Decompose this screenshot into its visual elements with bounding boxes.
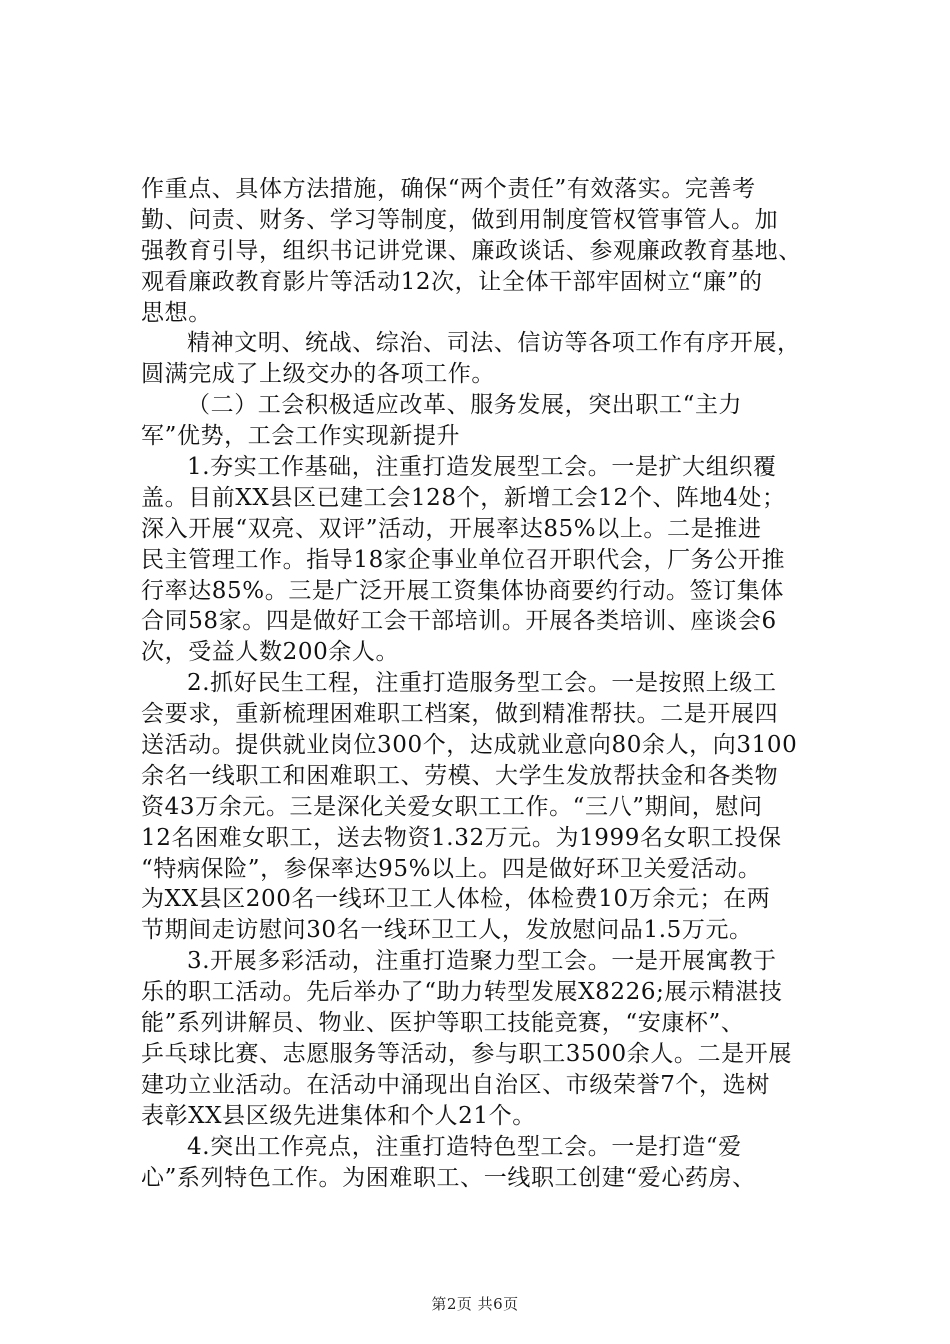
page-footer: 第2页 共6页 xyxy=(431,1295,519,1313)
text-line: 精神文明、统战、综治、司法、信访等各项工作有序开展， xyxy=(187,330,801,357)
text-line: 军”优势，工会工作实现新提升 xyxy=(141,423,461,450)
text-line: 4.突出工作亮点，注重打造特色型工会。一是打造“爱 xyxy=(187,1133,742,1160)
document-body xyxy=(141,174,831,1193)
text-line: 1.夯实工作基础，注重打造发展型工会。一是扩大组织覆 xyxy=(187,454,777,481)
text-line: 资43万余元。三是深化关爱女职工工作。“三八”期间，慰问 xyxy=(141,793,763,820)
text-line: 合同58家。四是做好工会干部培训。开展各类培训、座谈会6 xyxy=(141,608,777,635)
text-line: 会要求，重新梳理困难职工档案，做到精准帮扶。二是开展四 xyxy=(141,701,779,728)
text-line: （二）工会积极适应改革、服务发展，突出职工“主力 xyxy=(187,392,743,419)
text-line: 次，受益人数200余人。 xyxy=(141,639,400,666)
text-line: 深入开展“双亮、双评”活动，开展率达85%以上。二是推进 xyxy=(141,515,762,542)
text-line: 勤、问责、财务、学习等制度，做到用制度管权管事管人。加 xyxy=(141,206,779,233)
text-line: 节期间走访慰问30名一线环卫工人，发放慰问品1.5万元。 xyxy=(141,917,753,944)
text-line: 乒乓球比赛、志愿服务等活动，参与职工3500余人。二是开展 xyxy=(141,1040,792,1067)
text-line: 为XX县区200名一线环卫工人体检，体检费10万余元；在两 xyxy=(141,886,771,913)
text-line: 思想。 xyxy=(141,299,212,326)
text-line: 2.抓好民生工程，注重打造服务型工会。一是按照上级工 xyxy=(187,670,777,697)
text-line: 盖。目前XX县区已建工会128个，新增工会12个、阵地4处； xyxy=(141,484,786,511)
text-line: 余名一线职工和困难职工、劳模、大学生发放帮扶金和各类物 xyxy=(141,762,779,789)
text-line: 作重点、具体方法措施，确保“两个责任”有效落实。完善考 xyxy=(141,176,756,202)
text-line: 3.开展多彩活动，注重打造聚力型工会。一是开展寓教于 xyxy=(187,948,777,975)
text-line: 12名困难女职工，送去物资1.32万元。为1999名女职工投保 xyxy=(141,824,782,851)
text-line: 表彰XX县区级先进集体和个人21个。 xyxy=(141,1102,536,1129)
text-line: 强教育引导，组织书记讲党课、廉政谈话、参观廉政教育基地、 xyxy=(141,237,802,264)
text-line: 圆满完成了上级交办的各项工作。 xyxy=(141,361,495,388)
text-line: 观看廉政教育影片等活动12次，让全体干部牢固树立“廉”的 xyxy=(141,268,763,295)
text-line: 乐的职工活动。先后举办了“助力转型发展X8226;展示精湛技 xyxy=(141,979,783,1006)
text-line: 建功立业活动。在活动中涌现出自治区、市级荣誉7个，选树 xyxy=(141,1071,770,1098)
text-line: “特病保险”，参保率达95%以上。四是做好环卫关爱活动。 xyxy=(141,855,762,882)
text-line: 送活动。提供就业岗位300个，达成就业意向80余人，向3100 xyxy=(141,732,798,759)
text-line: 行率达85%。三是广泛开展工资集体协商要约行动。签订集体 xyxy=(141,577,784,604)
text-line: 民主管理工作。指导18家企事业单位召开职代会，厂务公开推 xyxy=(141,546,786,573)
text-line: 心”系列特色工作。为困难职工、一线职工创建“爱心药房、 xyxy=(141,1164,756,1191)
text-line: 能”系列讲解员、物业、医护等职工技能竞赛，“安康杯”、 xyxy=(141,1010,745,1037)
